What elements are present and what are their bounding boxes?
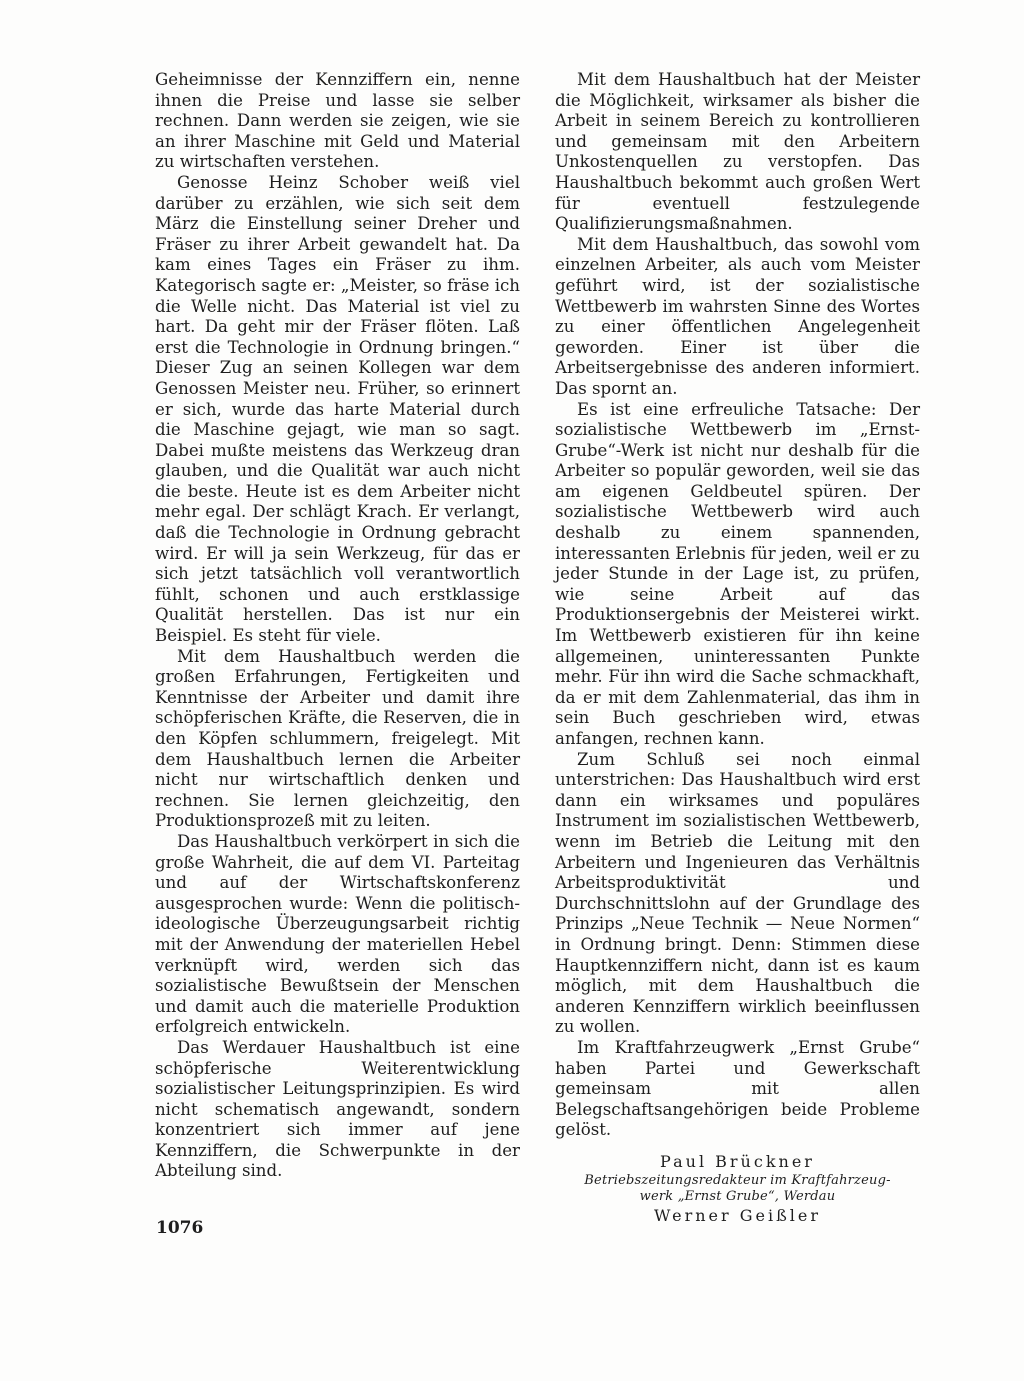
- author-name: Werner Geißler: [653, 1205, 822, 1225]
- author-name: Paul Brückner: [660, 1151, 815, 1171]
- right-column: [555, 70, 920, 1227]
- paragraph: Es ist eine erfreuliche Tatsache: Der sozialistische Wettbewerb im „Ernst-Grube“-Werk ist nicht nur deshalb für die Arbeiter so populär geworden, weil sie das am eigenen Geldbeutel spüren. Der sozialistische Wettbewerb wird auch deshalb zu einem spannenden, interessanten Erlebnis für jeden, weil er zu jeder Stunde in der Lage ist, zu prüfen, wie seine Arbeit auf das Produktionsergebnis der Meisterei wirkt. Im Wettbewerb existieren für ihn keine allgemeinen, uninteressanten Punkte mehr. Für ihn wird die Sache schmackhaft, da er mit dem Zahlenmaterial, das ihm in sein Buch geschrieben wird, etwas anfangen, rechnen kann.: [555, 399, 920, 748]
- author-role: werk „Ernst Grube“, Werdau: [639, 1188, 836, 1204]
- paragraph: Geheimnisse der Kennziffern ein, nenne ihnen die Preise und lasse sie selber rechnen. Dann werden sie zeigen, wie sie an ihrer Maschine mit Geld und Material zu wirtschaften verstehen.: [155, 70, 520, 172]
- paragraph: Das Werdauer Haushaltbuch ist eine schöpferische Weiterentwicklung sozialistischer Leitungsprinzipien. Es wird nicht schematisch angewandt, sondern konzentriert sich immer auf jene Kennziffern, die Schwerpunkte in der Abteilung sind.: [155, 1037, 520, 1181]
- paragraph: Mit dem Haushaltbuch, das sowohl vom einzelnen Arbeiter, als auch vom Meister geführt wird, ist der sozialistische Wettbewerb im wahrsten Sinne des Wortes zu einer öffentlichen Angelegenheit geworden. Einer ist über die Arbeitsergebnisse des anderen informiert. Das spornt an.: [555, 234, 920, 398]
- paragraph: Mit dem Haushaltbuch werden die großen Erfahrungen, Fertigkeiten und Kenntnisse der Arbeiter und damit ihre schöpferischen Kräfte, die Reserven, die in den Köpfen schlummern, freigelegt. Mit dem Haushaltbuch lernen die Arbeiter nicht nur wirtschaftlich denken und rechnen. Sie lernen gleichzeitig, den Produktionsprozeß mit zu leiten.: [155, 646, 520, 831]
- left-column: [155, 70, 520, 1182]
- paragraph: Das Haushaltbuch verkörpert in sich die große Wahrheit, die auf dem VI. Parteitag und auf der Wirtschaftskonferenz ausgesprochen wurde: Wenn die politisch-ideologische Überzeugungsarbeit richtig mit der Anwendung der materiellen Hebel verknüpft wird, werden sich das sozialistische Bewußtsein der Menschen und damit auch die materielle Produktion erfolgreich entwickeln.: [155, 831, 520, 1037]
- page-number: 1076: [156, 1218, 204, 1238]
- paragraph: Zum Schluß sei noch einmal unterstrichen: Das Haushaltbuch wird erst dann ein wirksames und populäres Instrument im sozialistischen Wettbewerb, wenn im Betrieb die Leitung mit den Arbeitern und Ingenieuren das Verhältnis Arbeitsproduktivität und Durchschnittslohn auf der Grundlage des Prinzips „Neue Technik — Neue Normen“ in Ordnung bringt. Denn: Stimmen diese Hauptkennziffern nicht, dann ist es kaum möglich, mit dem Haushaltbuch die anderen Kennziffern wirklich beeinflussen zu wollen.: [555, 749, 920, 1037]
- signature-block: [555, 1151, 920, 1227]
- author-role: Betriebszeitungsredakteur im Kraftfahrzeug-: [584, 1172, 891, 1188]
- paragraph: Genosse Heinz Schober weiß viel darüber zu erzählen, wie sich seit dem März die Einstellung seiner Dreher und Fräser zu ihrer Arbeit gewandelt hat. Da kam eines Tages ein Fräser zu ihm. Kategorisch sagte er: „Meister, so fräse ich die Welle nicht. Das Material ist viel zu hart. Da geht mir der Fräser flöten. Laß erst die Technologie in Ordnung bringen.“ Dieser Zug an seinen Kollegen war dem Genossen Meister neu. Früher, so erinnert er sich, wurde das harte Material durch die Maschine gejagt, wie man so sagt. Dabei mußte meistens das Werkzeug dran glauben, und die Qualität war auch nicht die beste. Heute ist es dem Arbeiter nicht mehr egal. Der schlägt Krach. Er verlangt, daß die Technologie in Ordnung gebracht wird. Er will ja sein Werkzeug, für das er sich jetzt tatsächlich voll verantwortlich fühlt, schonen und auch erstklassige Qualität herstellen. Das ist nur ein Beispiel. Es steht für viele.: [155, 172, 520, 646]
- paragraph: Im Kraftfahrzeugwerk „Ernst Grube“ haben Partei und Gewerkschaft gemeinsam mit allen Belegschaftsangehörigen beide Probleme gelöst.: [555, 1037, 920, 1140]
- paragraph: Mit dem Haushaltbuch hat der Meister die Möglichkeit, wirksamer als bisher die Arbeit in seinem Bereich zu kontrollieren und gemeinsam mit den Arbeitern Unkostenquellen zu verstopfen. Das Haushaltbuch bekommt auch großen Wert für eventuell festzulegende Qualifizierungsmaßnahmen.: [555, 70, 920, 234]
